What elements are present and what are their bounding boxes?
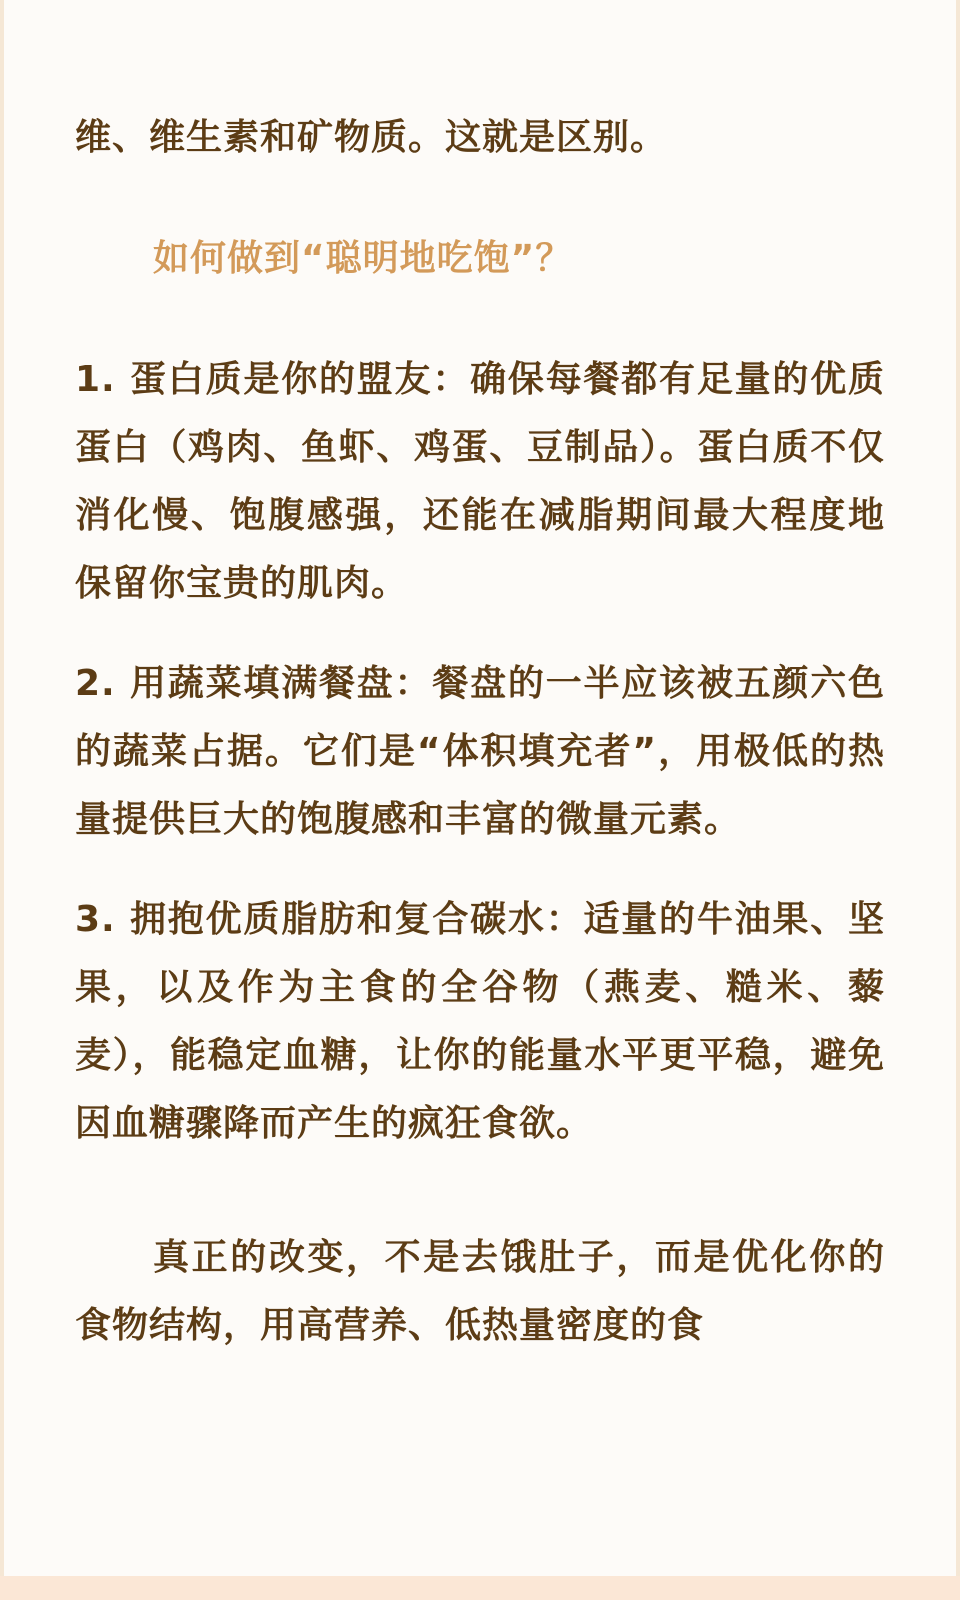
section-heading: 如何做到“聪明地吃饱”？ xyxy=(153,238,573,279)
right-border xyxy=(956,0,960,1600)
tip-3-paragraph: 3. 拥抱优质脂肪和复合碳水：适量的牛油果、坚果，以及作为主食的全谷物（燕麦、糙米、藜麦），能稳定血糖，让你的能量水平更平稳，避免因血糖骤降而产生的疯狂食欲。 xyxy=(75,899,885,1144)
article-body xyxy=(75,104,885,1360)
bottom-band xyxy=(0,1576,960,1600)
intro-paragraph: 维、维生素和矿物质。这就是区别。 xyxy=(75,117,668,158)
conclusion-paragraph: 真正的改变，不是去饿肚子，而是优化你的食物结构，用高营养、低热量密度的食 xyxy=(75,1237,885,1346)
left-border xyxy=(0,0,4,1600)
tip-1-paragraph: 1. 蛋白质是你的盟友：确保每餐都有足量的优质蛋白（鸡肉、鱼虾、鸡蛋、豆制品）。蛋白质不仅消化慢、饱腹感强，还能在减脂期间最大程度地保留你宝贵的肌肉。 xyxy=(75,359,885,604)
tip-2-paragraph: 2. 用蔬菜填满餐盘：餐盘的一半应该被五颜六色的蔬菜占据。它们是“体积填充者”，用极低的热量提供巨大的饱腹感和丰富的微量元素。 xyxy=(75,663,885,840)
